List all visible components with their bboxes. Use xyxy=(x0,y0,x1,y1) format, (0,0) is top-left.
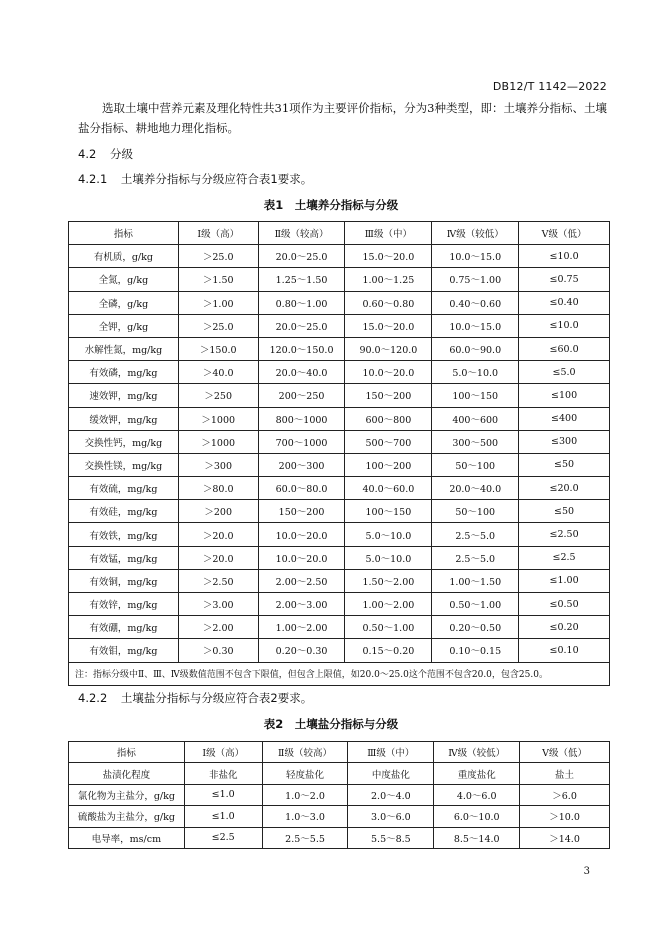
table-cell: 50～100 xyxy=(432,453,519,476)
table-cell: ≤300 xyxy=(519,430,610,453)
table-header-row xyxy=(69,222,610,245)
table-cell: 10.0～20.0 xyxy=(258,523,345,546)
row-label-cell: 有效硼，mg/kg xyxy=(69,616,179,639)
table-cell: 0.20～0.50 xyxy=(432,616,519,639)
table-cell: ≤1.0 xyxy=(184,806,262,827)
page-number: 3 xyxy=(583,866,590,877)
table-cell: 1.50～2.00 xyxy=(345,569,432,592)
table-cell: 200～250 xyxy=(258,384,345,407)
intro-paragraph: 选取土壤中营养元素及理化特性共31项作为主要评价指标，分为3种类型，即：土壤养分指标、土壤盐分指标、耕地地力理化指标。 xyxy=(78,101,607,135)
row-label-cell: 交换性镁，mg/kg xyxy=(69,453,179,476)
row-label-cell: 有效磷，mg/kg xyxy=(69,361,179,384)
table-cell: 100～200 xyxy=(345,453,432,476)
table-note-row xyxy=(69,662,610,685)
table-cell: ≤2.5 xyxy=(519,546,610,569)
document-id: DB12/T 1142—2022 xyxy=(492,80,607,93)
column-header: Ⅳ级（较低） xyxy=(434,742,520,763)
table-row xyxy=(69,245,610,268)
table-cell: 2.5～5.5 xyxy=(262,827,348,848)
table-cell: 2.0～4.0 xyxy=(348,784,434,805)
section-text: 土壤盐分指标与分级应符合表2要求。 xyxy=(120,691,313,705)
table-cell: 重度盐化 xyxy=(434,763,520,784)
row-label-cell: 有效锰，mg/kg xyxy=(69,546,179,569)
table-cell: ＞1.50 xyxy=(178,268,258,291)
table-cell: ≤10.0 xyxy=(519,314,610,337)
table2-caption: 表2 土壤盐分指标与分级 xyxy=(263,717,399,731)
table-cell: ＞10.0 xyxy=(520,806,610,827)
table-cell: ≤0.10 xyxy=(519,639,610,662)
section-number: 4.2 xyxy=(78,147,97,161)
table-row xyxy=(69,477,610,500)
table-cell: ＞3.00 xyxy=(178,593,258,616)
table-cell: ≤0.50 xyxy=(519,593,610,616)
column-header: 指标 xyxy=(69,222,179,245)
table-row xyxy=(69,616,610,639)
table-cell: 15.0～20.0 xyxy=(345,314,432,337)
table-cell: 60.0～80.0 xyxy=(258,477,345,500)
table-cell: ＞80.0 xyxy=(178,477,258,500)
table-cell: 8.5～14.0 xyxy=(434,827,520,848)
table-cell: 非盐化 xyxy=(184,763,262,784)
row-label-cell: 有机质，g/kg xyxy=(69,245,179,268)
table-cell: 2.5～5.0 xyxy=(432,523,519,546)
table-row xyxy=(69,639,610,662)
column-header: Ⅱ级（较高） xyxy=(262,742,348,763)
column-header: Ⅴ级（低） xyxy=(519,222,610,245)
table-cell: 中度盐化 xyxy=(348,763,434,784)
table1-nutrient-grading xyxy=(68,221,610,686)
table-cell: 5.0～10.0 xyxy=(432,361,519,384)
table-cell: 100～150 xyxy=(345,500,432,523)
column-header: Ⅴ级（低） xyxy=(520,742,610,763)
table-cell: 0.20～0.30 xyxy=(258,639,345,662)
section-number: 4.2.1 xyxy=(78,172,108,186)
row-label-cell: 交换性钙，mg/kg xyxy=(69,430,179,453)
row-label-cell: 硫酸盐为主盐分，g/kg xyxy=(69,806,185,827)
table-cell: 50～100 xyxy=(432,500,519,523)
table-cell: ≤1.00 xyxy=(519,569,610,592)
column-header: 指标 xyxy=(69,742,185,763)
table-cell: 15.0～20.0 xyxy=(345,245,432,268)
table-cell: ≤5.0 xyxy=(519,361,610,384)
row-label-cell: 有效钼，mg/kg xyxy=(69,639,179,662)
table-row xyxy=(69,291,610,314)
row-label-cell: 有效硫，mg/kg xyxy=(69,477,179,500)
row-label-cell: 有效锌，mg/kg xyxy=(69,593,179,616)
table-cell: 300～500 xyxy=(432,430,519,453)
table-cell: ＞20.0 xyxy=(178,546,258,569)
row-label-cell: 盐渍化程度 xyxy=(69,763,185,784)
table-cell: 150～200 xyxy=(258,500,345,523)
table-header-row xyxy=(69,742,610,763)
table-cell: ＞150.0 xyxy=(178,337,258,360)
table-cell: 0.15～0.20 xyxy=(345,639,432,662)
row-label-cell: 有效铜，mg/kg xyxy=(69,569,179,592)
table-cell: ＞14.0 xyxy=(520,827,610,848)
table-cell: ＞1.00 xyxy=(178,291,258,314)
column-header: Ⅰ级（高） xyxy=(178,222,258,245)
table-cell: 1.00～1.50 xyxy=(432,569,519,592)
table-cell: 盐土 xyxy=(520,763,610,784)
table-cell: 0.75～1.00 xyxy=(432,268,519,291)
table-cell: 20.0～25.0 xyxy=(258,314,345,337)
table-cell: ≤0.75 xyxy=(519,268,610,291)
table-row xyxy=(69,337,610,360)
table-cell: 20.0～40.0 xyxy=(432,477,519,500)
table-cell: 2.5～5.0 xyxy=(432,546,519,569)
table2-salinity-grading xyxy=(68,741,610,849)
table-cell: 2.00～2.50 xyxy=(258,569,345,592)
table-row xyxy=(69,827,610,848)
table-cell: 轻度盐化 xyxy=(262,763,348,784)
table1-caption: 表1 土壤养分指标与分级 xyxy=(263,198,399,212)
table-row xyxy=(69,314,610,337)
section-4-2-2 xyxy=(78,690,312,706)
table-cell: ≤400 xyxy=(519,407,610,430)
table-cell: ＞6.0 xyxy=(520,784,610,805)
row-label-cell: 全磷，g/kg xyxy=(69,291,179,314)
row-label-cell: 全氮，g/kg xyxy=(69,268,179,291)
table-row xyxy=(69,806,610,827)
table-row xyxy=(69,546,610,569)
table-cell: ＞1000 xyxy=(178,407,258,430)
section-text: 土壤养分指标与分级应符合表1要求。 xyxy=(120,172,313,186)
table-cell: ＞1000 xyxy=(178,430,258,453)
column-header: Ⅰ级（高） xyxy=(184,742,262,763)
table-cell: 0.50～1.00 xyxy=(432,593,519,616)
table-cell: 1.00～2.00 xyxy=(258,616,345,639)
table-cell: ≤2.50 xyxy=(519,523,610,546)
table-cell: ≤2.5 xyxy=(184,827,262,848)
table-cell: ≤60.0 xyxy=(519,337,610,360)
column-header: Ⅲ级（中） xyxy=(348,742,434,763)
table-row xyxy=(69,430,610,453)
row-label-cell: 有效铁，mg/kg xyxy=(69,523,179,546)
table-cell: ＞300 xyxy=(178,453,258,476)
table-cell: ＞250 xyxy=(178,384,258,407)
table-cell: ＞0.30 xyxy=(178,639,258,662)
table-cell: ≤10.0 xyxy=(519,245,610,268)
table-row xyxy=(69,268,610,291)
section-4-2-heading xyxy=(78,146,133,162)
table-cell: 0.50～1.00 xyxy=(345,616,432,639)
table-cell: 20.0～40.0 xyxy=(258,361,345,384)
table-cell: 800～1000 xyxy=(258,407,345,430)
table-row xyxy=(69,593,610,616)
column-header: Ⅱ级（较高） xyxy=(258,222,345,245)
table-row xyxy=(69,407,610,430)
table-cell: 5.5～8.5 xyxy=(348,827,434,848)
table-row xyxy=(69,523,610,546)
row-label-cell: 氯化物为主盐分，g/kg xyxy=(69,784,185,805)
table-cell: 1.00～2.00 xyxy=(345,593,432,616)
row-label-cell: 电导率，ms/cm xyxy=(69,827,185,848)
table-cell: 0.80～1.00 xyxy=(258,291,345,314)
table-cell: 6.0～10.0 xyxy=(434,806,520,827)
table-cell: ≤20.0 xyxy=(519,477,610,500)
section-title: 分级 xyxy=(109,147,133,161)
table-cell: 1.00～1.25 xyxy=(345,268,432,291)
table-cell: ≤0.40 xyxy=(519,291,610,314)
table-cell: ≤50 xyxy=(519,500,610,523)
table-cell: 600～800 xyxy=(345,407,432,430)
table-cell: 0.10～0.15 xyxy=(432,639,519,662)
table-cell: ＞20.0 xyxy=(178,523,258,546)
table-cell: 200～300 xyxy=(258,453,345,476)
column-header: Ⅳ级（较低） xyxy=(432,222,519,245)
row-label-cell: 全钾，g/kg xyxy=(69,314,179,337)
table-cell: ＞200 xyxy=(178,500,258,523)
table-row xyxy=(69,763,610,784)
table-cell: ＞25.0 xyxy=(178,245,258,268)
table-row xyxy=(69,569,610,592)
table-cell: 700～1000 xyxy=(258,430,345,453)
table-note: 注：指标分级中Ⅱ、Ⅲ、Ⅳ级数值范围不包含下限值，但包含上限值，如20.0～25.0这个范围不包含20.0，包含25.0。 xyxy=(69,662,610,685)
table-cell: 1.0～2.0 xyxy=(262,784,348,805)
row-label-cell: 水解性氮，mg/kg xyxy=(69,337,179,360)
table-cell: 10.0～20.0 xyxy=(258,546,345,569)
table-row xyxy=(69,384,610,407)
table-cell: ≤100 xyxy=(519,384,610,407)
row-label-cell: 缓效钾，mg/kg xyxy=(69,407,179,430)
table-row xyxy=(69,500,610,523)
table-cell: 0.40～0.60 xyxy=(432,291,519,314)
table-cell: 1.25～1.50 xyxy=(258,268,345,291)
table-cell: 10.0～15.0 xyxy=(432,245,519,268)
row-label-cell: 速效钾，mg/kg xyxy=(69,384,179,407)
table-cell: ＞2.50 xyxy=(178,569,258,592)
table-cell: 400～600 xyxy=(432,407,519,430)
table-cell: ＞2.00 xyxy=(178,616,258,639)
table-cell: ≤50 xyxy=(519,453,610,476)
table-cell: 10.0～20.0 xyxy=(345,361,432,384)
table-row xyxy=(69,784,610,805)
table-cell: 0.60～0.80 xyxy=(345,291,432,314)
table-cell: 1.0～3.0 xyxy=(262,806,348,827)
table-cell: ＞40.0 xyxy=(178,361,258,384)
section-4-2-1 xyxy=(78,171,312,187)
table-cell: ＞25.0 xyxy=(178,314,258,337)
table-row xyxy=(69,453,610,476)
table-cell: 4.0～6.0 xyxy=(434,784,520,805)
table-cell: 500～700 xyxy=(345,430,432,453)
table-cell: 60.0～90.0 xyxy=(432,337,519,360)
table-row xyxy=(69,361,610,384)
table-cell: 20.0～25.0 xyxy=(258,245,345,268)
table-cell: 100～150 xyxy=(432,384,519,407)
table-cell: ≤0.20 xyxy=(519,616,610,639)
table-cell: 3.0～6.0 xyxy=(348,806,434,827)
table-cell: 5.0～10.0 xyxy=(345,523,432,546)
table-cell: 5.0～10.0 xyxy=(345,546,432,569)
row-label-cell: 有效硅，mg/kg xyxy=(69,500,179,523)
column-header: Ⅲ级（中） xyxy=(345,222,432,245)
table-cell: 90.0～120.0 xyxy=(345,337,432,360)
section-number: 4.2.2 xyxy=(78,691,108,705)
table-cell: 2.00～3.00 xyxy=(258,593,345,616)
table-cell: 120.0～150.0 xyxy=(258,337,345,360)
table-cell: 10.0～15.0 xyxy=(432,314,519,337)
table-cell: 40.0～60.0 xyxy=(345,477,432,500)
table-cell: 150～200 xyxy=(345,384,432,407)
table-cell: ≤1.0 xyxy=(184,784,262,805)
